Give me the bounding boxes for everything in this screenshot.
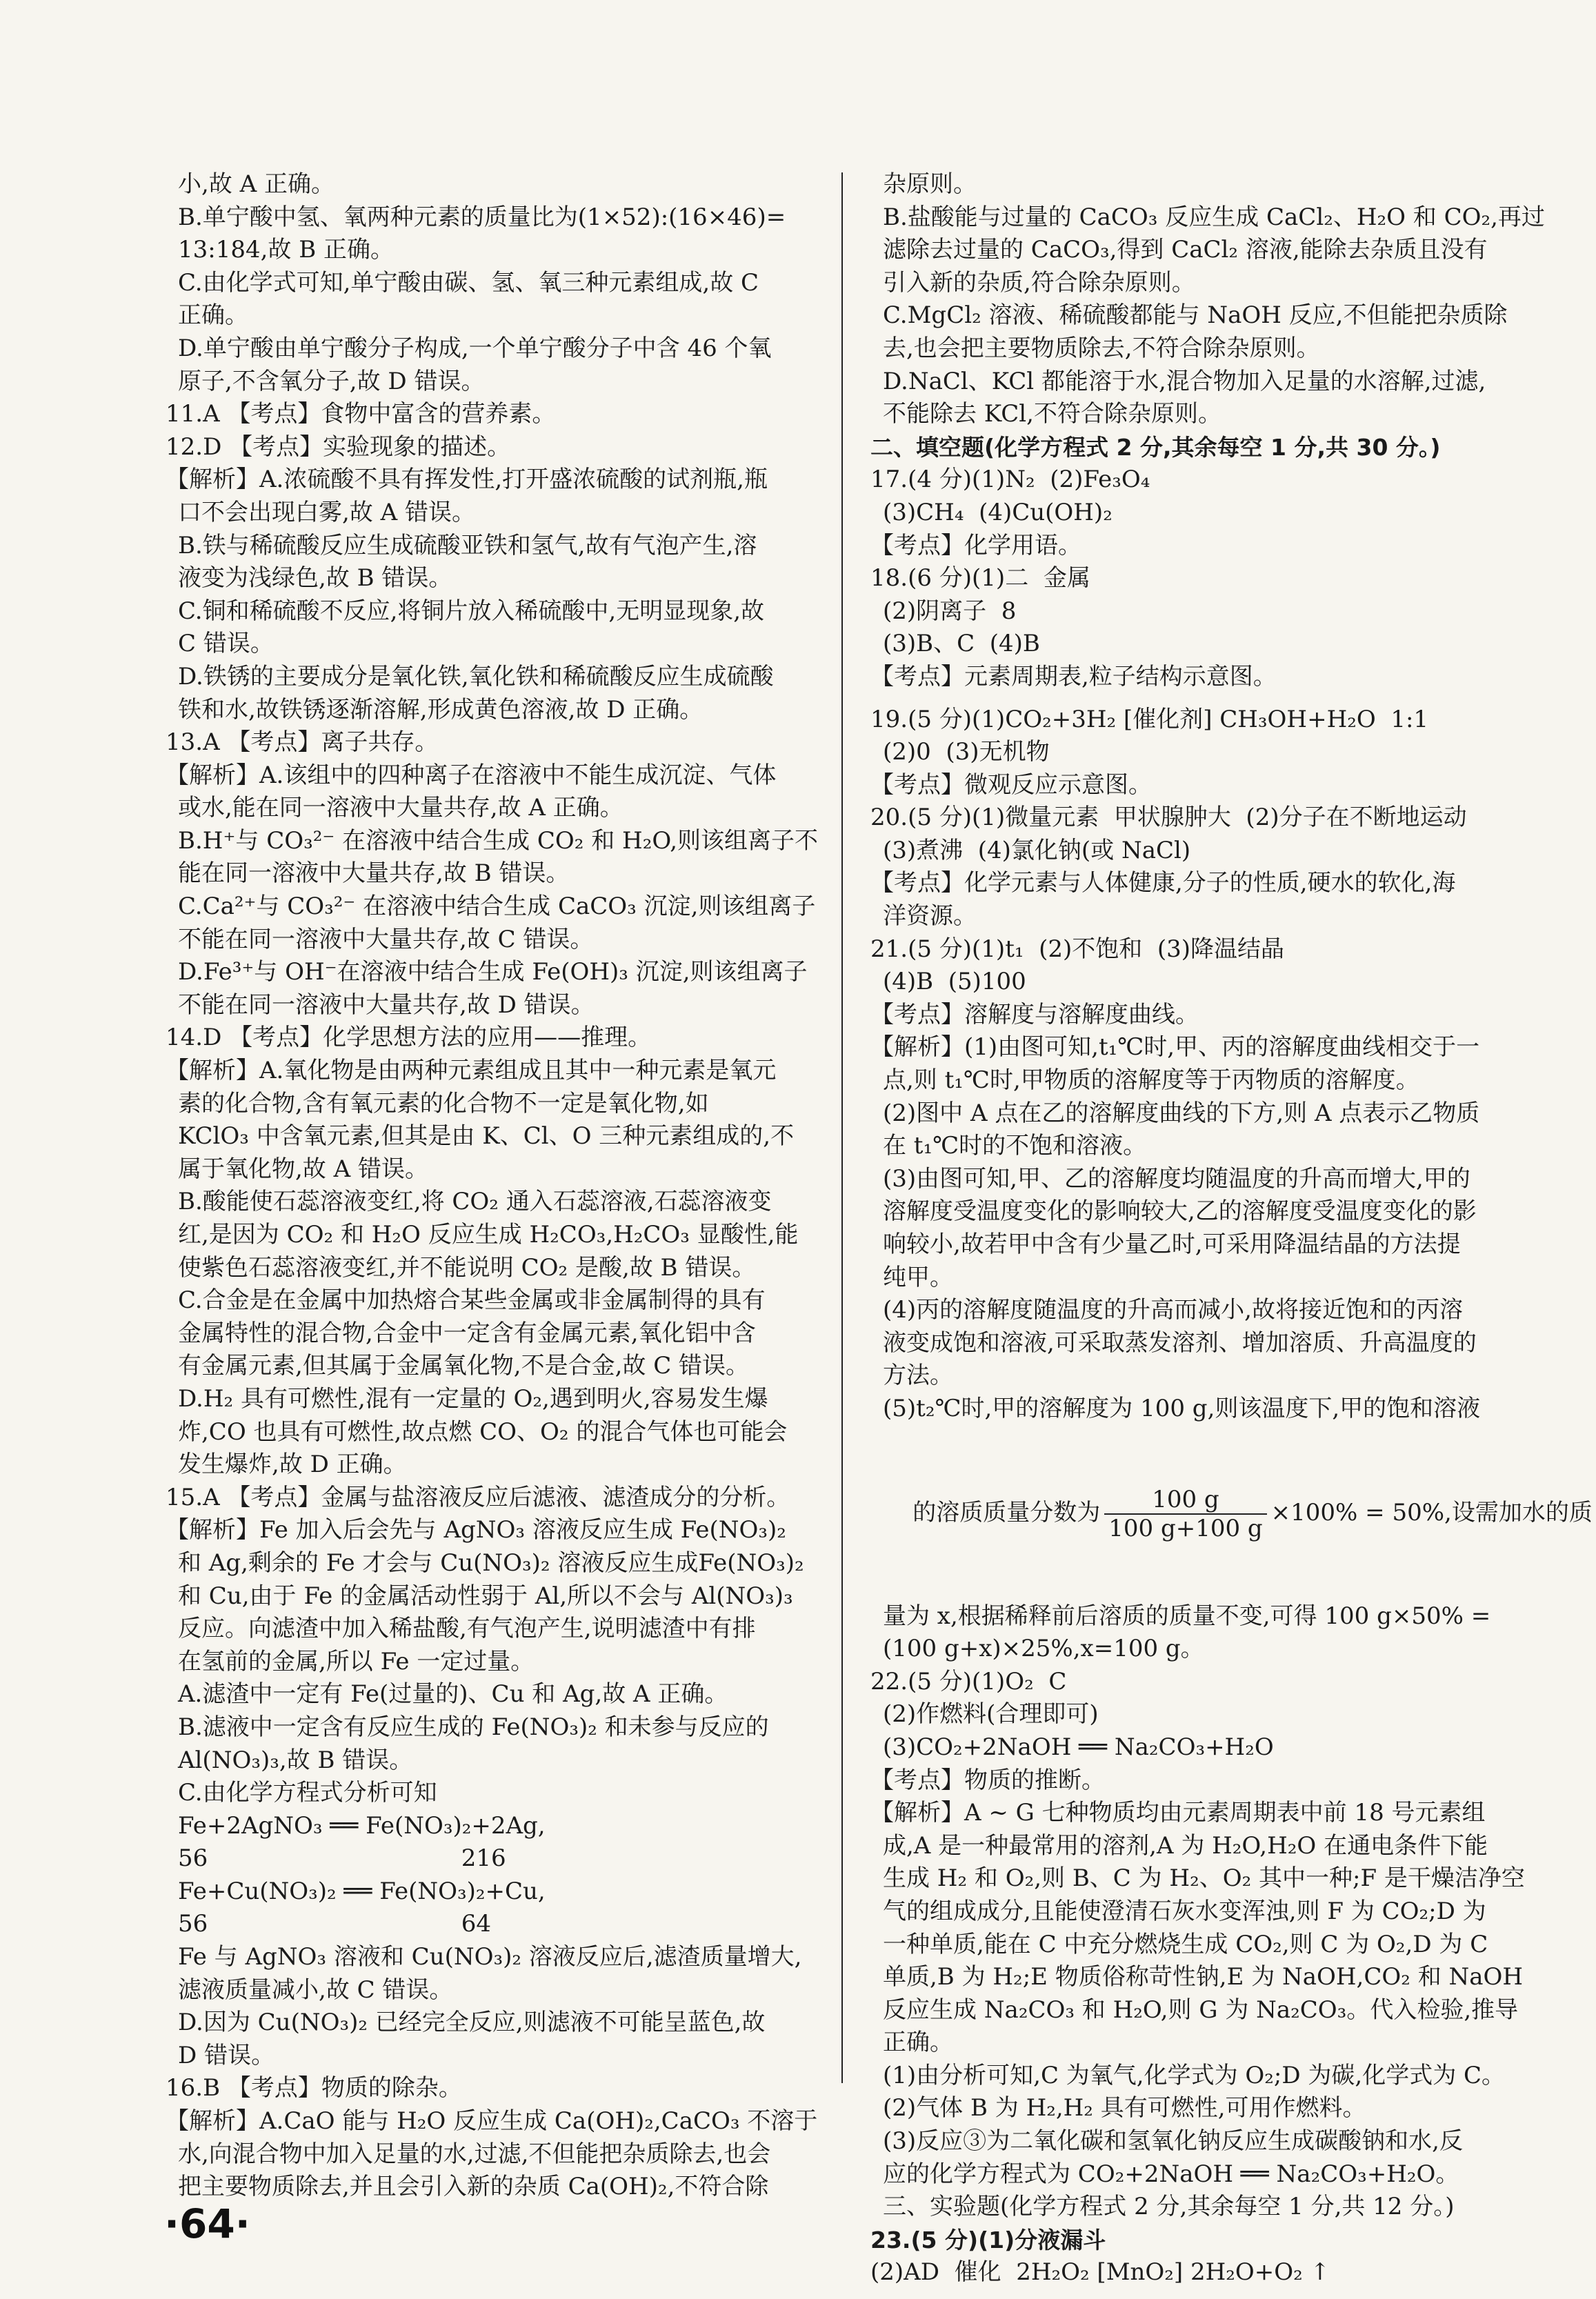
text-line: 生成 H₂ 和 O₂,则 B、C 为 H₂、O₂ 其中一种;F 是干燥洁净空 [883, 1864, 1525, 1893]
text-line: 成,A 是一种最常用的溶剂,A 为 H₂O,H₂O 在通电条件下能 [883, 1831, 1488, 1860]
text-line: 液变为浅绿色,故 B 错误。 [178, 564, 452, 593]
text-line: C 错误。 [178, 630, 274, 658]
text-line: 不能在同一溶液中大量共存,故 D 错误。 [178, 991, 595, 1019]
text-line: 一种单质,能在 C 中充分燃烧生成 CO₂,则 C 为 O₂,D 为 C [883, 1930, 1488, 1958]
text-line: 点,则 t₁℃时,甲物质的溶解度等于丙物质的溶解度。 [883, 1066, 1419, 1095]
text-line: (5)t₂℃时,甲的溶解度为 100 g,则该温度下,甲的饱和溶液 [883, 1394, 1481, 1422]
answer-line: 14.D 【考点】化学思想方法的应用——推理。 [166, 1024, 652, 1052]
text-line: 水,向混合物中加入足量的水,过滤,不但能把杂质除去,也会 [178, 2140, 771, 2168]
equation-masses: 56 64 [178, 1910, 491, 1938]
text-line: (3)CH₄ (4)Cu(OH)₂ [883, 498, 1113, 526]
text-line: 在氢前的金属,所以 Fe 一定过量。 [178, 1647, 535, 1675]
text-line: 铁和水,故铁锈逐渐溶解,形成黄色溶液,故 D 正确。 [178, 695, 704, 724]
text-line: (3)煮沸 (4)氯化钠(或 NaCl) [883, 836, 1191, 864]
text-line: 杂原则。 [883, 170, 977, 198]
text-line: 和 Ag,剩余的 Fe 才会与 Cu(NO₃)₂ 溶液反应生成Fe(NO₃)₂ [178, 1549, 804, 1577]
equation-line: (3)CO₂+2NaOH ══ Na₂CO₃+H₂O [883, 1733, 1274, 1761]
section-heading-fill-in: 二、填空题(化学方程式 2 分,其余每空 1 分,共 30 分。) [870, 433, 1441, 461]
answer-line: 22.(5 分)(1)O₂ C [870, 1667, 1067, 1695]
text-line: 的溶质质量分数为 [912, 1498, 1101, 1526]
text-line: D 错误。 [178, 2041, 275, 2069]
text-line: C.MgCl₂ 溶液、稀硫酸都能与 NaOH 反应,不但能把杂质除 [883, 301, 1508, 330]
answer-line: 21.(5 分)(1)t₁ (2)不饱和 (3)降温结晶 [870, 935, 1285, 963]
text-line: 素的化合物,含有氧元素的化合物不一定是氧化物,如 [178, 1089, 709, 1117]
text-line: D.Fe³⁺与 OH⁻在溶液中结合生成 Fe(OH)₃ 沉淀,则该组离子 [178, 958, 808, 986]
text-line: 炸,CO 也具有可燃性,故点燃 CO、O₂ 的混合气体也可能会 [178, 1417, 788, 1446]
text-line: A.滤渣中一定有 Fe(过量的)、Cu 和 Ag,故 A 正确。 [178, 1680, 728, 1709]
analysis-line: 【解析】A.CaO 能与 H₂O 反应生成 Ca(OH)₂,CaCO₃ 不溶于 [166, 2107, 818, 2136]
answer-line: (2)AD 催化 2H₂O₂ [MnO₂] 2H₂O+O₂ ↑ [870, 2258, 1330, 2287]
answer-line: 17.(4 分)(1)N₂ (2)Fe₃O₄ [870, 466, 1150, 494]
analysis-line: 【解析】A.氧化物是由两种元素组成且其中一种元素是氧元 [166, 1057, 777, 1085]
text-line: (3)B、C (4)B [883, 630, 1040, 658]
text-line: 反应。向滤渣中加入稀盐酸,有气泡产生,说明滤渣中有排 [178, 1615, 756, 1643]
text-line: 有金属元素,但其属于金属氧化物,不是合金,故 C 错误。 [178, 1352, 750, 1380]
text-line: (4)丙的溶解度随温度的升高而减小,故将接近饱和的丙溶 [883, 1296, 1463, 1324]
text-line: 滤液质量减小,故 C 错误。 [178, 1975, 453, 2004]
text-line: (2)0 (3)无机物 [883, 738, 1050, 766]
text-line: B.酸能使石蕊溶液变红,将 CO₂ 通入石蕊溶液,石蕊溶液变 [178, 1188, 772, 1216]
equation-masses: 56 216 [178, 1844, 506, 1873]
text-line: B.H⁺与 CO₃²⁻ 在溶液中结合生成 CO₂ 和 H₂O,则该组离子不 [178, 826, 819, 855]
left-column [166, 168, 819, 2204]
text-line: 方法。 [883, 1362, 953, 1390]
right-column [870, 168, 1593, 2299]
text-line: (2)图中 A 点在乙的溶解度曲线的下方,则 A 点表示乙物质 [883, 1099, 1480, 1127]
text-line: 原子,不含氧分子,故 D 错误。 [178, 367, 485, 395]
text-line: 或水,能在同一溶液中大量共存,故 A 正确。 [178, 794, 624, 822]
text-line: 【考点】微观反应示意图。 [870, 770, 1152, 799]
text-line: 量为 x,根据稀释前后溶质的质量不变,可得 100 g×50% = [883, 1602, 1491, 1630]
text-line: 气的组成成分,且能使澄清石灰水变浑浊,则 F 为 CO₂;D 为 [883, 1897, 1486, 1925]
analysis-line: 【解析】A ~ G 七种物质均由元素周期表中前 18 号元素组 [870, 1799, 1486, 1827]
text-line: 红,是因为 CO₂ 和 H₂O 反应生成 H₂CO₃,H₂CO₃ 显酸性,能 [178, 1221, 799, 1248]
text-line: 纯甲。 [883, 1263, 953, 1291]
text-line: (3)由图可知,甲、乙的溶解度均随温度的升高而增大,甲的 [883, 1164, 1470, 1193]
text-line: 单质,B 为 H₂;E 物质俗称苛性钠,E 为 NaOH,CO₂ 和 NaOH [883, 1963, 1524, 1991]
text-line: D.单宁酸由单宁酸分子构成,一个单宁酸分子中含 46 个氧 [178, 334, 772, 362]
text-line: (1)由分析可知,C 为氧气,化学式为 O₂;D 为碳,化学式为 C。 [883, 2061, 1506, 2089]
fraction-denominator: 100 g+100 g [1108, 1514, 1263, 1542]
text-line: (100 g+x)×25%,x=100 g。 [883, 1635, 1204, 1663]
equation-line: Fe+Cu(NO₃)₂ ══ Fe(NO₃)₂+Cu, [178, 1877, 546, 1905]
text-line: B.铁与稀硫酸反应生成硫酸亚铁和氢气,故有气泡产生,溶 [178, 531, 757, 559]
answer-line: 16.B 【考点】物质的除杂。 [166, 2074, 462, 2102]
text-line: 响较小,故若甲中含有少量乙时,可采用降温结晶的方法提 [883, 1231, 1461, 1258]
fraction-line [870, 1426, 1593, 1600]
text-line: 属于氧化物,故 A 错误。 [178, 1155, 428, 1183]
text-line: (2)气体 B 为 H₂,H₂ 具有可燃性,可用作燃料。 [883, 2094, 1366, 2122]
text-line: C.由化学方程式分析可知 [178, 1779, 437, 1807]
analysis-line: 【解析】A.浓硫酸不具有挥发性,打开盛浓硫酸的试剂瓶,瓶 [166, 466, 768, 494]
text-line: (2)作燃料(合理即可) [883, 1700, 1099, 1729]
answer-line: 11.A 【考点】食物中富含的营养素。 [166, 400, 556, 428]
text-line: 液变成饱和溶液,可采取蒸发溶剂、增加溶质、升高温度的 [883, 1328, 1477, 1357]
text-line: C.合金是在金属中加热熔合某些金属或非金属制得的具有 [178, 1286, 766, 1315]
fraction-numerator: 100 g [1104, 1486, 1266, 1515]
text-line: Al(NO₃)₃,故 B 错误。 [178, 1746, 413, 1774]
text-line: C.Ca²⁺与 CO₃²⁻ 在溶液中结合生成 CaCO₃ 沉淀,则该组离子 [178, 893, 816, 921]
answer-line: 18.(6 分)(1)二 金属 [870, 564, 1090, 593]
answer-line: 13.A 【考点】离子共存。 [166, 728, 439, 757]
text-line: (3)反应③为二氧化碳和氢氧化钠反应生成碳酸钠和水,反 [883, 2127, 1463, 2156]
text-line: 在 t₁℃时的不饱和溶液。 [883, 1132, 1147, 1160]
text-line: 引入新的杂质,符合除杂原则。 [883, 268, 1195, 297]
text-line: D.H₂ 具有可燃性,混有一定量的 O₂,遇到明火,容易发生爆 [178, 1384, 768, 1413]
analysis-line: 【解析】(1)由图可知,t₁℃时,甲、丙的溶解度曲线相交于一 [870, 1033, 1480, 1062]
text-line: 反应生成 Na₂CO₃ 和 H₂O,则 G 为 Na₂CO₃。代入检验,推导 [883, 1996, 1519, 2024]
section-heading-experiment: 23.(5 分)(1)分液漏斗 [870, 2226, 1106, 2253]
text-line: 使紫色石蕊溶液变红,并不能说明 CO₂ 是酸,故 B 错误。 [178, 1253, 756, 1282]
text-line: C.由化学式可知,单宁酸由碳、氢、氧三种元素组成,故 C [178, 268, 759, 297]
text-line: 不能除去 KCl,不符合除杂原则。 [883, 400, 1221, 428]
text-line: 溶解度受温度变化的影响较大,乙的溶解度受温度变化的影 [883, 1197, 1477, 1226]
text-line: B.滤液中一定含有反应生成的 Fe(NO₃)₂ 和未参与反应的 [178, 1713, 769, 1741]
text-line: B.单宁酸中氢、氧两种元素的质量比为(1×52):(16×46)= [178, 203, 786, 231]
analysis-line: 【解析】A.该组中的四种离子在溶液中不能生成沉淀、气体 [166, 761, 777, 789]
text-line: 【考点】元素周期表,粒子结构示意图。 [870, 662, 1277, 690]
text-line: C.铜和稀硫酸不反应,将铜片放入稀硫酸中,无明显现象,故 [178, 597, 765, 625]
analysis-line: 【解析】Fe 加入后会先与 AgNO₃ 溶液反应生成 Fe(NO₃)₂ [166, 1516, 786, 1544]
text-line: 13:184,故 B 正确。 [178, 236, 395, 264]
text-line: (4)B (5)100 [883, 968, 1026, 996]
answer-line: 20.(5 分)(1)微量元素 甲状腺肿大 (2)分子在不断地运动 [870, 804, 1467, 832]
text-line: 【考点】溶解度与溶解度曲线。 [870, 1000, 1199, 1028]
text-line: D.铁锈的主要成分是氧化铁,氧化铁和稀硫酸反应生成硫酸 [178, 662, 774, 690]
text-line: (2)阴离子 8 [883, 597, 1017, 625]
text-line: 能在同一溶液中大量共存,故 B 错误。 [178, 859, 570, 888]
text-line: 小,故 A 正确。 [178, 170, 335, 198]
text-line: 正确。 [883, 2029, 953, 2057]
text-line: D.因为 Cu(NO₃)₂ 已经完全反应,则滤液不可能呈蓝色,故 [178, 2009, 766, 2037]
text-line: 正确。 [178, 301, 248, 330]
column-divider [841, 172, 843, 2083]
text-line: 发生爆炸,故 D 正确。 [178, 1451, 407, 1479]
text-line: 【考点】物质的推断。 [870, 1766, 1105, 1794]
equation-line: Fe+2AgNO₃ ══ Fe(NO₃)₂+2Ag, [178, 1811, 546, 1840]
text-line: ×100% = 50%,设需加水的质 [1270, 1498, 1593, 1526]
text-line: D.NaCl、KCl 都能溶于水,混合物加入足量的水溶解,过滤, [883, 367, 1486, 395]
text-line: 不能在同一溶液中大量共存,故 C 错误。 [178, 925, 594, 953]
text-line: 【考点】化学元素与人体健康,分子的性质,硬水的软化,海 [870, 869, 1456, 897]
answer-line: 15.A 【考点】金属与盐溶液反应后滤液、滤渣成分的分析。 [166, 1483, 790, 1511]
text-line: 把主要物质除去,并且会引入新的杂质 Ca(OH)₂,不符合除 [178, 2173, 769, 2201]
text-line: 去,也会把主要物质除去,不符合除杂原则。 [883, 334, 1320, 362]
text-line: 应的化学方程式为 CO₂+2NaOH ══ Na₂CO₃+H₂O。 [883, 2160, 1459, 2188]
text-line: 口不会出现白雾,故 A 错误。 [178, 498, 475, 526]
equation-line: 三、实验题(化学方程式 2 分,其余每空 1 分,共 12 分。) [883, 2193, 1455, 2221]
text-line: B.盐酸能与过量的 CaCO₃ 反应生成 CaCl₂、H₂O 和 CO₂,再过 [883, 203, 1545, 231]
text-line: 洋资源。 [883, 902, 977, 930]
text-line: 【考点】化学用语。 [870, 531, 1081, 559]
page-number: ·64· [164, 2200, 250, 2247]
text-line: 金属特性的混合物,合金中一定含有金属元素,氧化铝中含 [178, 1319, 756, 1347]
fraction [1104, 1486, 1266, 1542]
text-line: KClO₃ 中含氧元素,但其是由 K、Cl、O 三种元素组成的,不 [178, 1122, 795, 1151]
text-line: 滤除去过量的 CaCO₃,得到 CaCl₂ 溶液,能除去杂质且没有 [883, 236, 1488, 264]
text-line: Fe 与 AgNO₃ 溶液和 Cu(NO₃)₂ 溶液反应后,滤渣质量增大, [178, 1943, 802, 1971]
text-line: 和 Cu,由于 Fe 的金属活动性弱于 Al,所以不会与 Al(NO₃)₃ [178, 1582, 793, 1610]
answer-line: 12.D 【考点】实验现象的描述。 [166, 432, 511, 461]
answer-line: 19.(5 分)(1)CO₂+3H₂ [催化剂] CH₃OH+H₂O 1:1 [870, 705, 1429, 733]
